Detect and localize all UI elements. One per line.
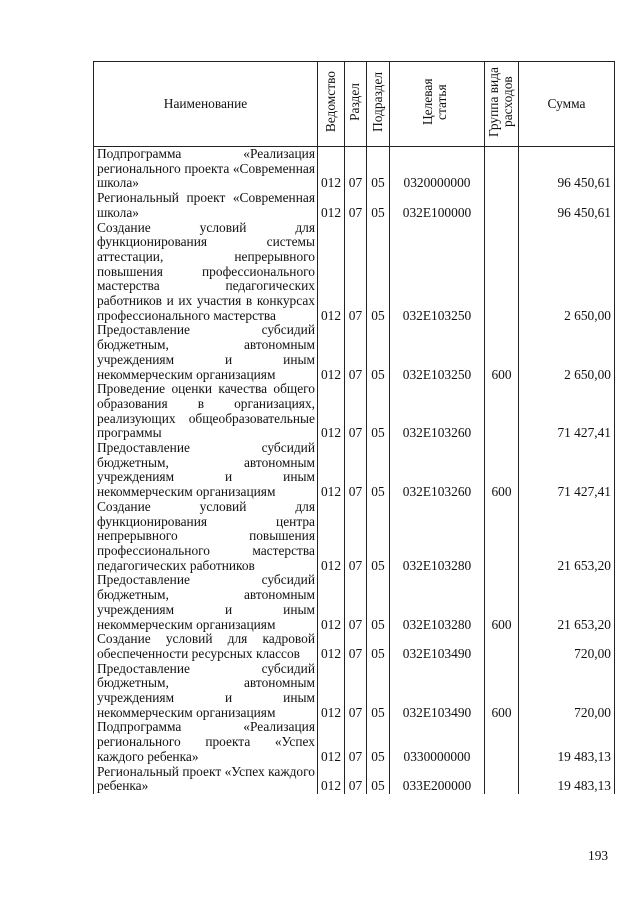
cell-subsection: 05 [367,441,390,500]
cell-name: Предоставление субсидий бюджетным, автономным учреждениям и иным некоммерческим организациям [94,662,318,721]
table-row [94,573,615,632]
cell-sum: 21 653,20 [519,573,615,632]
cell-section: 07 [345,720,367,764]
cell-name: Предоставление субсидий бюджетным, автономным учреждениям и иным некоммерческим организациям [94,573,318,632]
cell-group [485,147,519,192]
cell-section: 07 [345,147,367,192]
cell-dept: 012 [318,191,345,220]
budget-table [93,61,614,829]
cell-subsection: 05 [367,765,390,794]
cell-subsection: 05 [367,720,390,764]
table-row [94,500,615,574]
cell-name: Создание условий для функционирования центра непрерывного повышения профессионального мастерства педагогических работников [94,500,318,574]
cell-sum: 2 650,00 [519,323,615,382]
cell-name: Создание условий для функционирования системы аттестации, непрерывного повышения профессионального мастерства педагогических работников и их участия в конкурсах профессионального мастерства [94,221,318,324]
cell-subsection: 05 [367,662,390,721]
cell-section: 07 [345,323,367,382]
cell-target: 032E103490 [390,632,485,661]
cell-sum: 71 427,41 [519,441,615,500]
cell-name: Проведение оценки качества общего образования в организациях, реализующих общеобразовательные программы [94,382,318,441]
cell-section: 07 [345,662,367,721]
cell-name: Предоставление субсидий бюджетным, автономным учреждениям и иным некоммерческим организациям [94,441,318,500]
cell-group [485,720,519,764]
cell-dept: 012 [318,221,345,324]
cell-target: 0320000000 [390,147,485,192]
cell-section: 07 [345,573,367,632]
table-row [94,191,615,220]
cell-target: 033E200000 [390,765,485,794]
cell-group [485,632,519,661]
table-row [94,221,615,324]
cell-target: 032E103280 [390,573,485,632]
cell-sum: 71 427,41 [519,382,615,441]
cell-target: 032E103280 [390,500,485,574]
table-row [94,765,615,794]
table-row [94,323,615,382]
cell-section: 07 [345,221,367,324]
cell-name: Подпрограмма «Реализация регионального проекта «Успех каждого ребенка» [94,720,318,764]
cell-section: 07 [345,765,367,794]
cell-section: 07 [345,632,367,661]
cell-subsection: 05 [367,573,390,632]
cell-section: 07 [345,191,367,220]
cell-section: 07 [345,500,367,574]
cell-sum: 96 450,61 [519,191,615,220]
cell-dept: 012 [318,323,345,382]
cell-target: 032E103250 [390,323,485,382]
table-row [94,720,615,764]
cell-group [485,765,519,794]
cell-target: 032E103260 [390,441,485,500]
cell-sum: 720,00 [519,632,615,661]
cell-section: 07 [345,441,367,500]
cell-group: 600 [485,441,519,500]
cell-subsection: 05 [367,221,390,324]
cell-dept: 012 [318,500,345,574]
table-row [94,632,615,661]
cell-name: Региональный проект «Успех каждого ребенка» [94,765,318,794]
cell-section: 07 [345,382,367,441]
cell-target: 032E103250 [390,221,485,324]
table-row [94,382,615,441]
cell-sum: 96 450,61 [519,147,615,192]
cell-sum: 19 483,13 [519,765,615,794]
header-section: Раздел [345,62,367,147]
table-row [94,147,615,192]
cell-target: 032E100000 [390,191,485,220]
cell-dept: 012 [318,632,345,661]
cell-dept: 012 [318,573,345,632]
cell-dept: 012 [318,441,345,500]
cell-name: Подпрограмма «Реализация регионального проекта «Современная школа» [94,147,318,192]
cell-group [485,500,519,574]
cell-sum: 21 653,20 [519,500,615,574]
cell-group: 600 [485,323,519,382]
header-sum: Сумма [519,62,615,147]
cell-group: 600 [485,662,519,721]
cell-sum: 720,00 [519,662,615,721]
cell-dept: 012 [318,720,345,764]
cell-target: 0330000000 [390,720,485,764]
header-group: Группа вида расходов [485,62,519,147]
header-name: Наименование [94,62,318,147]
cell-subsection: 05 [367,323,390,382]
cell-group [485,221,519,324]
cell-dept: 012 [318,662,345,721]
cell-subsection: 05 [367,191,390,220]
cell-subsection: 05 [367,500,390,574]
cell-target: 032E103260 [390,382,485,441]
cell-subsection: 05 [367,632,390,661]
cell-dept: 012 [318,765,345,794]
cell-subsection: 05 [367,147,390,192]
table-header-row [94,62,615,147]
cell-sum: 19 483,13 [519,720,615,764]
cell-dept: 012 [318,147,345,192]
header-target: Целевая статья [390,62,485,147]
cell-target: 032E103490 [390,662,485,721]
table-row [94,441,615,500]
cell-sum: 2 650,00 [519,221,615,324]
cell-group [485,191,519,220]
cell-name: Региональный проект «Современная школа» [94,191,318,220]
cell-name: Предоставление субсидий бюджетным, автономным учреждениям и иным некоммерческим организациям [94,323,318,382]
header-subsection: Подраздел [367,62,390,147]
cell-name: Создание условий для кадровой обеспеченности ресурсных классов [94,632,318,661]
page-number: 193 [588,848,609,863]
table-row [94,662,615,721]
cell-dept: 012 [318,382,345,441]
cell-group [485,382,519,441]
cell-subsection: 05 [367,382,390,441]
cell-group: 600 [485,573,519,632]
header-dept: Ведомство [318,62,345,147]
